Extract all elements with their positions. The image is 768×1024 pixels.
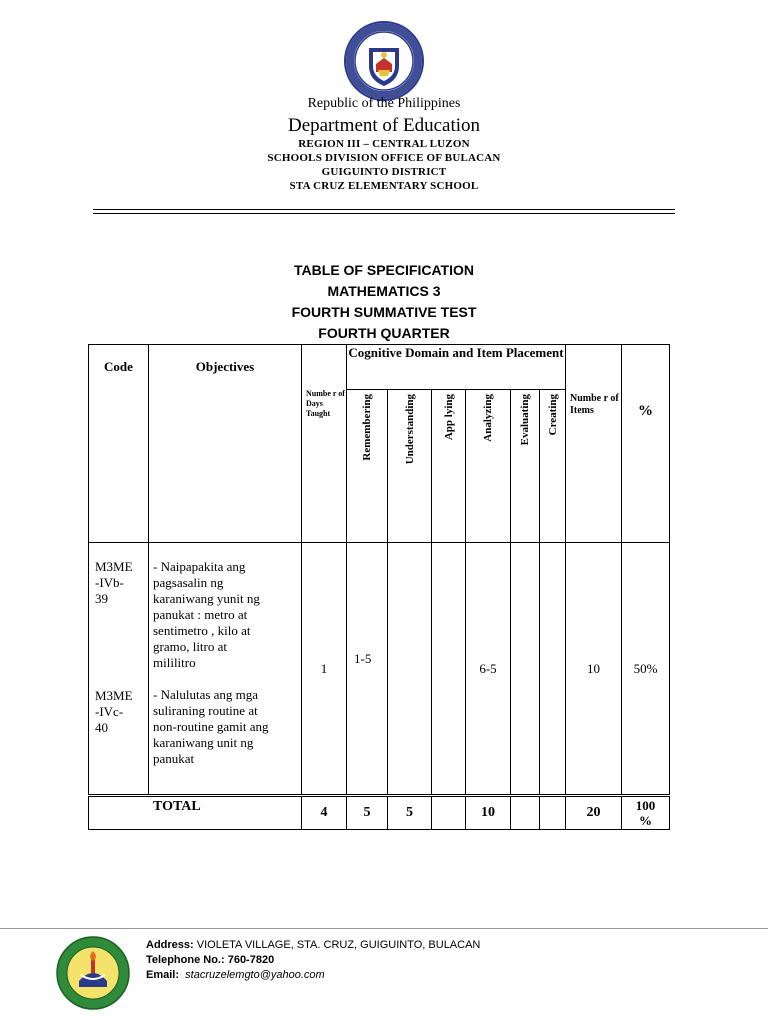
region-text: REGION III – CENTRAL LUZON <box>298 138 470 150</box>
objective-2-line-2: suliraning routine at <box>153 703 258 718</box>
telephone-value: 760-7820 <box>227 954 275 966</box>
code-2-line-1: M3ME <box>95 688 133 703</box>
objective-2-line-4: karaniwang unit ng <box>153 735 254 750</box>
objective-1-line-7: mililitro <box>153 655 196 670</box>
total-items: 20 <box>566 796 622 830</box>
header-understanding: Understanding <box>403 394 416 465</box>
header-divider-thick <box>93 209 675 210</box>
doc-quarter: FOURTH QUARTER <box>318 325 450 341</box>
district-text: GUIGUINTO DISTRICT <box>321 166 447 178</box>
header-percent: % <box>622 345 670 543</box>
header-days-taught: Numbe r of Days Taught <box>302 345 347 543</box>
telephone-label: Telephone No.: <box>146 954 225 966</box>
address-value: VIOLETA VILLAGE, STA. CRUZ, GUIGUINTO, BULACAN <box>196 939 481 951</box>
doc-test-name: FOURTH SUMMATIVE TEST <box>291 304 477 320</box>
email-label: Email: <box>146 969 180 981</box>
doc-subject: MATHEMATICS 3 <box>327 283 441 299</box>
deped-seal <box>343 20 425 102</box>
code-1-line-3: 39 <box>95 591 108 606</box>
objective-1-line-1: - Naipapakita ang <box>153 559 246 574</box>
footer-telephone <box>146 954 274 966</box>
specification-table <box>88 344 670 830</box>
total-remembering: 5 <box>347 796 388 830</box>
total-creating <box>540 796 566 830</box>
objective-2-line-1: - Nalulutas ang mga <box>153 687 259 702</box>
header-number-of-items: Numbe r of Items <box>566 345 622 543</box>
footer-email <box>146 969 325 981</box>
applying-value <box>432 543 466 796</box>
days-value: 1 <box>302 543 347 796</box>
remembering-value: 1-5 <box>347 543 388 796</box>
email-value: stacruzelemgto@yahoo.com <box>185 969 325 981</box>
header-applying-cell <box>432 390 466 543</box>
header-understanding-cell <box>388 390 432 543</box>
objective-1-line-5: sentimetro , kilo at <box>153 623 251 638</box>
understanding-value <box>388 543 432 796</box>
objective-1-line-3: karaniwang yunit ng <box>153 591 260 606</box>
objective-1-line-6: gramo, litro at <box>153 639 228 654</box>
code-cell <box>89 543 149 796</box>
creating-value <box>540 543 566 796</box>
header-objectives: Objectives <box>149 345 302 543</box>
header-evaluating: Evaluating <box>519 394 531 446</box>
header-divider-thin <box>93 213 675 214</box>
objective-1-line-4: panukat : metro at <box>153 607 248 622</box>
doc-title: TABLE OF SPECIFICATION <box>294 262 474 278</box>
objective-2-line-3: non-routine gamit ang <box>153 719 269 734</box>
items-value: 10 <box>566 543 622 796</box>
department-title: Department of Education <box>287 115 481 136</box>
header-remembering-cell <box>347 390 388 543</box>
footer-divider <box>0 928 768 929</box>
total-analyzing: 10 <box>466 796 511 830</box>
total-evaluating <box>511 796 540 830</box>
objective-1-line-2: pagsasalin ng <box>153 575 224 590</box>
total-percent-cell <box>622 796 670 830</box>
school-logo <box>55 935 131 1011</box>
objectives-cell <box>149 543 302 796</box>
republic-text: Republic of the Philippines <box>307 96 461 111</box>
header-applying: App lying <box>442 394 455 441</box>
code-1-line-1: M3ME <box>95 559 133 574</box>
code-2-line-2: -IVc- <box>95 704 124 719</box>
header-evaluating-cell <box>511 390 540 543</box>
total-understanding: 5 <box>388 796 432 830</box>
total-percent-line-2: % <box>639 813 652 828</box>
total-percent-line-1: 100 <box>635 798 656 813</box>
evaluating-value <box>511 543 540 796</box>
footer-address <box>146 939 480 951</box>
code-2-line-3: 40 <box>95 720 108 735</box>
header-analyzing: Analyzing <box>482 394 494 442</box>
code-1-line-2: -IVb- <box>95 575 124 590</box>
analyzing-value: 6-5 <box>466 543 511 796</box>
address-label: Address: <box>146 939 194 951</box>
division-text: SCHOOLS DIVISION OFFICE OF BULACAN <box>267 152 501 164</box>
percent-value: 50% <box>622 543 670 796</box>
header-creating: Creating <box>546 394 559 436</box>
objective-2-line-5: panukat <box>153 751 195 766</box>
header-cognitive-domain: Cognitive Domain and Item Placement <box>347 345 566 390</box>
total-applying <box>432 796 466 830</box>
school-text: STA CRUZ ELEMENTARY SCHOOL <box>289 180 479 192</box>
header-code: Code <box>89 345 149 543</box>
header-analyzing-cell <box>466 390 511 543</box>
total-days: 4 <box>302 796 347 830</box>
header-creating-cell <box>540 390 566 543</box>
total-label: TOTAL <box>89 796 302 830</box>
header-remembering: Remembering <box>361 394 373 461</box>
